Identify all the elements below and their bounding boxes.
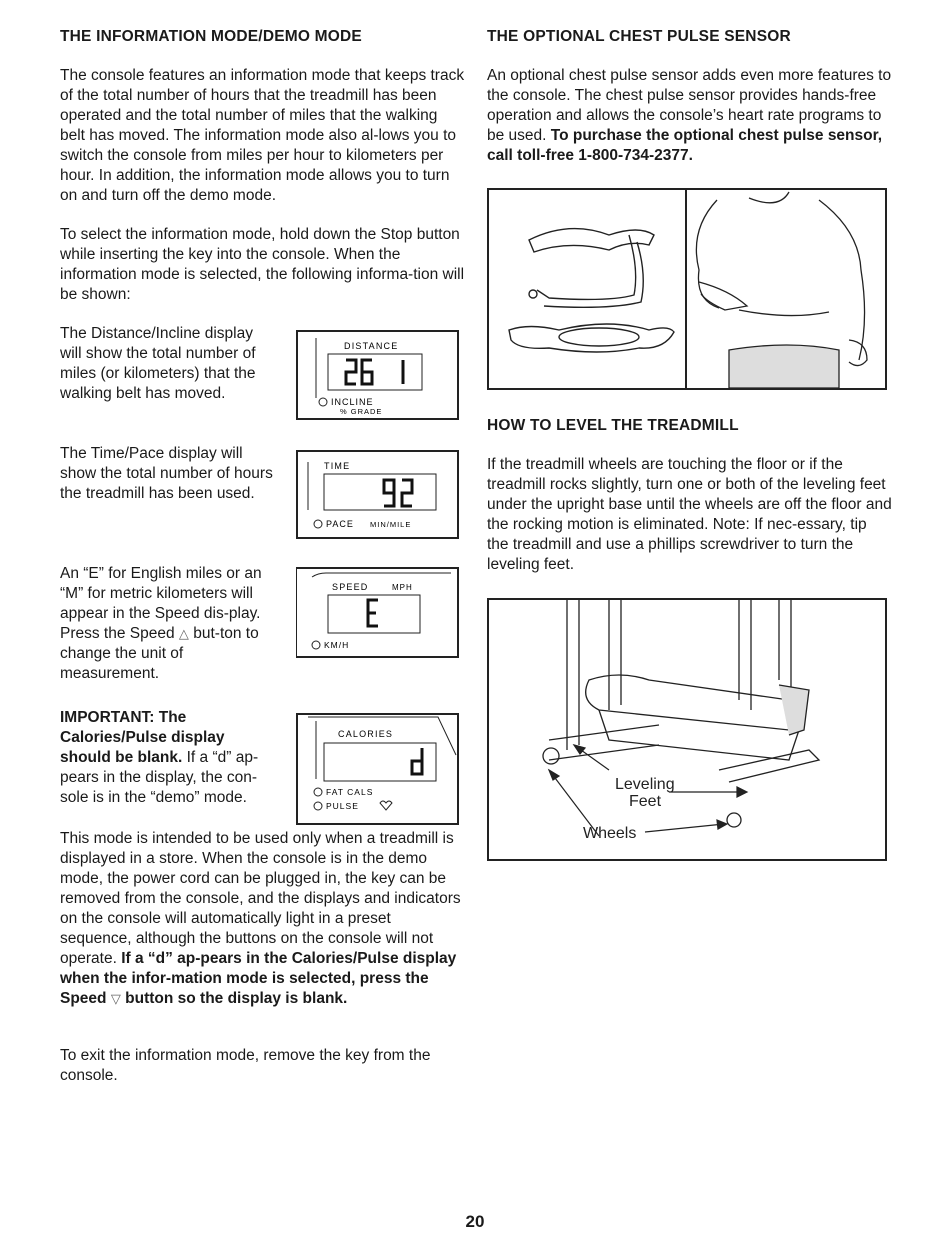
important-rest: If a “d” ap-pears in the display, the con-sole is in the “demo” mode. — [60, 749, 259, 806]
chest-sensor-heading: THE OPTIONAL CHEST PULSE SENSOR — [487, 28, 791, 45]
distance-label: DISTANCE — [344, 341, 399, 351]
important-note — [60, 708, 275, 808]
right-column — [487, 28, 892, 166]
time-pace-display — [296, 450, 459, 539]
leveling-feet-figure — [487, 598, 887, 861]
callout-feet: Feet — [629, 793, 662, 810]
page-number: 20 — [465, 1212, 485, 1231]
speed-text-1: An “E” for English miles or an “M” for metric kilometers will appear in the Speed dis-play. Press the Speed — [60, 565, 262, 642]
triangle-down-icon: ▽ — [110, 991, 121, 1006]
speed-text-2: but-ton to change the unit of measurement. — [60, 625, 259, 682]
demo-bold-2: button so the display is blank. — [125, 990, 348, 1007]
pace-unit-label: MIN/MILE — [370, 520, 412, 529]
triangle-up-icon: △ — [178, 626, 189, 641]
speed-description — [60, 564, 270, 684]
info-mode-para-2: To select the information mode, hold down the Stop button while inserting the key into the console. When the information mode is selected, the following informa-tion will be shown: — [60, 226, 465, 303]
level-para: If the treadmill wheels are touching the floor or if the treadmill rocks slightly, turn one or both of the leveling feet under the upright base until the wheels are off the floor and the rocking motion is eliminated. Note: If nec-essary, tip the treadmill and use a phillips screwdriver to turn the leveling feet. — [487, 456, 892, 573]
time-description: The Time/Pace display will show the total number of hours the treadmill has been used. — [60, 445, 273, 502]
calories-pulse-display — [296, 713, 459, 825]
pace-label: PACE — [326, 519, 354, 529]
lcd-digits — [368, 600, 378, 626]
left-column — [60, 28, 465, 305]
speed-display — [296, 567, 459, 658]
callout-leveling: Leveling — [615, 776, 675, 793]
info-mode-heading: THE INFORMATION MODE/DEMO MODE — [60, 28, 362, 45]
chest-strap-illustration — [509, 229, 674, 352]
demo-text: This mode is intended to be used only when a treadmill is displayed in a store. When the console is in the demo mode, the power cord can be plugged in, the key can be removed from the console, and the displays and indicators on the console will automatically light in a preset sequence, although the buttons on the console will not operate. — [60, 830, 461, 967]
chest-sensor-phone: To purchase the optional chest pulse sensor, call toll-free 1-800-734-2377. — [487, 127, 883, 164]
demo-bold-1: If a “d” ap-pears in the Calories/Pulse display when the infor-mation mode is selected, press the Speed — [60, 950, 457, 1007]
time-label: TIME — [324, 461, 351, 471]
pace-indicator-icon — [314, 520, 322, 528]
fat-cals-indicator-icon — [314, 788, 322, 796]
chest-sensor-para — [487, 66, 892, 166]
exit-para: To exit the information mode, remove the key from the console. — [60, 1047, 431, 1084]
incline-indicator-icon — [319, 398, 327, 406]
demo-mode-para — [60, 829, 465, 1009]
kmh-indicator-icon — [312, 641, 320, 649]
lcd-digits — [384, 480, 412, 506]
incline-label: INCLINE — [331, 397, 374, 407]
pulse-indicator-icon — [314, 802, 322, 810]
distance-incline-display — [296, 330, 459, 420]
lcd-digits — [346, 360, 403, 384]
callout-wheels: Wheels — [583, 825, 637, 842]
distance-description: The Distance/Incline display will show the total number of miles (or kilometers) that the walking belt has moved. — [60, 325, 256, 402]
level-heading: HOW TO LEVEL THE TREADMILL — [487, 417, 739, 434]
chest-sensor-figure — [487, 188, 887, 390]
kmh-label: KM/H — [324, 640, 350, 650]
chest-sensor-text: An optional chest pulse sensor adds even more features to the console. The chest pulse sensor provides hands-free operation and allows the console’s heart rate programs to be used. — [487, 67, 892, 144]
speed-label: SPEED — [332, 582, 369, 592]
fat-cals-label: FAT CALS — [326, 787, 374, 797]
calories-label: CALORIES — [338, 729, 394, 739]
heart-icon — [380, 801, 392, 810]
info-mode-para-1: The console features an information mode that keeps track of the total number of hours that the treadmill has been operated and the total number of miles that the walking belt has moved. The information mode also al-lows you to switch the console from miles per hour to kilometers per hour. In addition, the information mode allows you to turn on and turn off the demo mode. — [60, 67, 465, 204]
level-section — [487, 417, 892, 575]
lcd-digits — [412, 748, 422, 774]
grade-label: % GRADE — [340, 407, 383, 416]
pulse-label: PULSE — [326, 801, 359, 811]
speed-unit-label: MPH — [392, 583, 413, 592]
important-bold: IMPORTANT: The Calories/Pulse display should be blank. — [60, 709, 225, 766]
person-wearing-strap-illustration — [696, 192, 867, 388]
treadmill-base-illustration — [543, 600, 819, 827]
